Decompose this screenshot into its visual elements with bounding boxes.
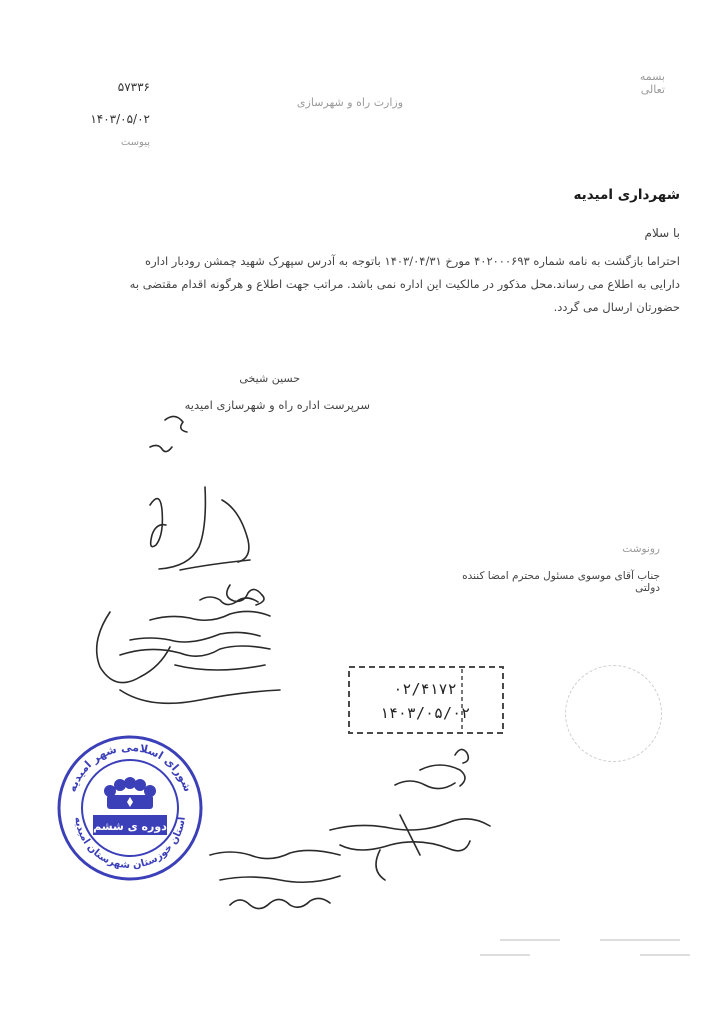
seal-center-text: دوره ی ششم [93,820,167,833]
copies-item: جناب آقای موسوی مسئول محترم امضا کننده دولتی [462,570,660,594]
copies-label: رونوشت [622,543,660,555]
ministry-header: وزارت راه و شهرسازی [296,96,404,109]
body-line: احتراما بازگشت به نامه شماره ۴۰۲۰۰۰۶۹۳ مورخ ۱۴۰۳/۰۴/۳۱ باتوجه به آدرس سپهرک شهید چمشن رودبار اداره [145,254,680,268]
signer-title: سرپرست اداره راه و شهرسازی امیدیه [184,398,370,412]
receipt-stamp-number: ۰۲/۴۱۷۲ [393,680,457,698]
signer-name: حسین شیخی [239,372,300,385]
salutation: با سلام [644,226,680,240]
body-line: دارایی به اطلاع می رساند.محل مذکور در مالکیت این اداره نمی باشد. مراتب جهت اطلاع و هرگونه اقدام مقتضی به [129,277,680,291]
recipient: شهرداری امیدیه [573,187,680,203]
body-line: حضورتان ارسال می گردد. [553,300,680,314]
faint-bottom-marks [480,940,690,955]
seal-bottom-text: استان خوزستان شهرستان امیدیه [72,816,188,872]
council-seal [55,733,205,883]
attachment-label: پیوست [120,137,150,148]
letter-date: ۱۴۰۳/۰۵/۰۲ [90,112,150,126]
receipt-stamp-date: ۱۴۰۳/۰۵/۰۲ [379,704,471,722]
corner-note: بسمه تعالی [639,70,665,96]
seal-emblem [104,777,156,809]
seal-top-text: شورای اسلامی شهر امیدیه [65,740,195,794]
receipt-stamp-frame [347,665,505,735]
letter-number: ۵۷۳۳۶ [117,80,150,94]
faint-round-stamp [565,665,662,762]
